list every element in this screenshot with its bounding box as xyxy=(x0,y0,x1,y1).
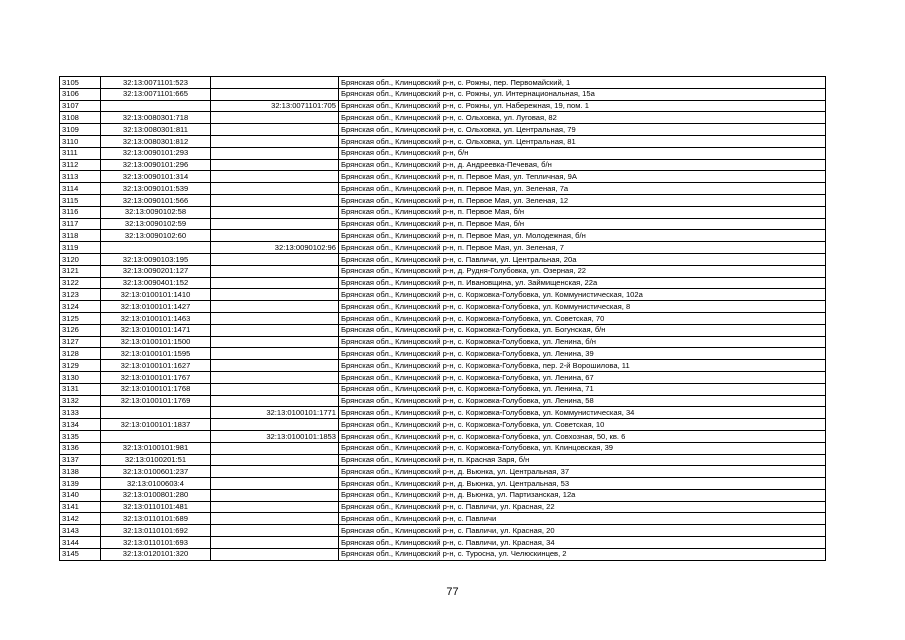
address-cell: Брянская обл., Клинцовский р-н, с. Коржовка-Голубовка, ул. Коммунистическая, 8 xyxy=(339,301,826,313)
table-row xyxy=(60,242,826,254)
table-row xyxy=(60,407,826,419)
row-number-cell: 3127 xyxy=(60,336,101,348)
row-number-cell: 3110 xyxy=(60,135,101,147)
cadastral-number-alt-cell xyxy=(211,77,339,89)
address-cell: Брянская обл., Клинцовский р-н, д. Рудня-Голубовка, ул. Озерная, 22 xyxy=(339,265,826,277)
row-number-cell: 3106 xyxy=(60,88,101,100)
address-cell: Брянская обл., Клинцовский р-н, п. Первое Мая, ул. Зеленая, 7 xyxy=(339,242,826,254)
table-row xyxy=(60,537,826,549)
cadastral-number-cell: 32:13:0110101:689 xyxy=(101,513,211,525)
row-number-cell: 3112 xyxy=(60,159,101,171)
table-row xyxy=(60,265,826,277)
cadastral-number-alt-cell xyxy=(211,230,339,242)
row-number-cell: 3139 xyxy=(60,478,101,490)
cadastral-number-cell: 32:13:0100101:1471 xyxy=(101,324,211,336)
cadastral-number-cell: 32:13:0110101:693 xyxy=(101,537,211,549)
cadastral-number-alt-cell: 32:13:0100101:1853 xyxy=(211,430,339,442)
cadastral-number-alt-cell xyxy=(211,171,339,183)
table-row xyxy=(60,525,826,537)
cadastral-number-alt-cell xyxy=(211,478,339,490)
address-cell: Брянская обл., Клинцовский р-н, п. Первое Мая, ул. Молодежная, б/н xyxy=(339,230,826,242)
row-number-cell: 3143 xyxy=(60,525,101,537)
address-cell: Брянская обл., Клинцовский р-н, с. Коржовка-Голубовка, ул. Коммунистическая, 102а xyxy=(339,289,826,301)
cadastral-number-cell: 32:13:0100801:280 xyxy=(101,489,211,501)
cadastral-number-alt-cell xyxy=(211,183,339,195)
cadastral-number-cell: 32:13:0100201:51 xyxy=(101,454,211,466)
cadastral-number-cell xyxy=(101,100,211,112)
table-row xyxy=(60,513,826,525)
cadastral-number-alt-cell xyxy=(211,324,339,336)
address-cell: Брянская обл., Клинцовский р-н, с. Туросна, ул. Челюскинцев, 2 xyxy=(339,548,826,560)
table-row xyxy=(60,466,826,478)
table-row xyxy=(60,289,826,301)
table-row xyxy=(60,430,826,442)
cadastral-number-alt-cell xyxy=(211,548,339,560)
cadastral-number-alt-cell xyxy=(211,360,339,372)
table-row xyxy=(60,88,826,100)
row-number-cell: 3142 xyxy=(60,513,101,525)
cadastral-number-alt-cell xyxy=(211,88,339,100)
cadastral-number-cell: 32:13:0090102:59 xyxy=(101,218,211,230)
address-cell: Брянская обл., Клинцовский р-н, с. Коржовка-Голубовка, ул. Советская, 70 xyxy=(339,312,826,324)
table-row xyxy=(60,324,826,336)
cadastral-number-alt-cell xyxy=(211,371,339,383)
cadastral-number-alt-cell xyxy=(211,112,339,124)
cadastral-number-alt-cell xyxy=(211,301,339,313)
address-cell: Брянская обл., Клинцовский р-н, с. Коржовка-Голубовка, ул. Ленина, 58 xyxy=(339,395,826,407)
table-row xyxy=(60,194,826,206)
address-cell: Брянская обл., Клинцовский р-н, п. Ивановщина, ул. Займищенская, 22а xyxy=(339,277,826,289)
row-number-cell: 3116 xyxy=(60,206,101,218)
table-row xyxy=(60,312,826,324)
row-number-cell: 3123 xyxy=(60,289,101,301)
address-cell: Брянская обл., Клинцовский р-н, п. Первое Мая, ул. Зеленая, 12 xyxy=(339,194,826,206)
cadastral-number-alt-cell xyxy=(211,135,339,147)
table-row xyxy=(60,360,826,372)
row-number-cell: 3117 xyxy=(60,218,101,230)
cadastral-number-alt-cell xyxy=(211,277,339,289)
row-number-cell: 3144 xyxy=(60,537,101,549)
address-cell: Брянская обл., Клинцовский р-н, с. Коржовка-Голубовка, ул. Советская, 10 xyxy=(339,419,826,431)
row-number-cell: 3124 xyxy=(60,301,101,313)
cadastral-number-cell xyxy=(101,407,211,419)
address-cell: Брянская обл., Клинцовский р-н, с. Коржовка-Голубовка, ул. Ленина, б/н xyxy=(339,336,826,348)
cadastral-number-cell: 32:13:0071101:665 xyxy=(101,88,211,100)
address-cell: Брянская обл., Клинцовский р-н, с. Павличи, ул. Центральная, 20а xyxy=(339,253,826,265)
row-number-cell: 3118 xyxy=(60,230,101,242)
row-number-cell: 3137 xyxy=(60,454,101,466)
row-number-cell: 3126 xyxy=(60,324,101,336)
address-cell: Брянская обл., Клинцовский р-н, с. Ольховка, ул. Центральная, 79 xyxy=(339,124,826,136)
row-number-cell: 3108 xyxy=(60,112,101,124)
table-row xyxy=(60,395,826,407)
cadastral-number-cell: 32:13:0100101:1837 xyxy=(101,419,211,431)
address-cell: Брянская обл., Клинцовский р-н, б/н xyxy=(339,147,826,159)
address-cell: Брянская обл., Клинцовский р-н, с. Коржовка-Голубовка, ул. Ленина, 39 xyxy=(339,348,826,360)
table-row xyxy=(60,171,826,183)
cadastral-number-alt-cell xyxy=(211,537,339,549)
row-number-cell: 3141 xyxy=(60,501,101,513)
cadastral-number-alt-cell xyxy=(211,395,339,407)
row-number-cell: 3134 xyxy=(60,419,101,431)
cadastral-number-cell: 32:13:0071101:523 xyxy=(101,77,211,89)
cadastral-number-alt-cell: 32:13:0071101:705 xyxy=(211,100,339,112)
address-cell: Брянская обл., Клинцовский р-н, с. Павличи, ул. Красная, 20 xyxy=(339,525,826,537)
table-row xyxy=(60,371,826,383)
cadastral-number-cell: 32:13:0100101:1410 xyxy=(101,289,211,301)
table-row xyxy=(60,206,826,218)
table-row xyxy=(60,124,826,136)
cadastral-number-alt-cell xyxy=(211,206,339,218)
address-cell: Брянская обл., Клинцовский р-н, д. Вьюнка, ул. Партизанская, 12а xyxy=(339,489,826,501)
table-row xyxy=(60,112,826,124)
address-cell: Брянская обл., Клинцовский р-н, с. Ольховка, ул. Центральная, 81 xyxy=(339,135,826,147)
cadastral-number-cell: 32:13:0090103:195 xyxy=(101,253,211,265)
address-cell: Брянская обл., Клинцовский р-н, п. Красная Заря, б/н xyxy=(339,454,826,466)
row-number-cell: 3135 xyxy=(60,430,101,442)
cadastral-number-alt-cell xyxy=(211,265,339,277)
address-cell: Брянская обл., Клинцовский р-н, с. Коржовка-Голубовка, ул. Ленина, 67 xyxy=(339,371,826,383)
table-row xyxy=(60,159,826,171)
row-number-cell: 3131 xyxy=(60,383,101,395)
address-cell: Брянская обл., Клинцовский р-н, д. Вьюнка, ул. Центральная, 37 xyxy=(339,466,826,478)
row-number-cell: 3130 xyxy=(60,371,101,383)
cadastral-number-alt-cell: 32:13:0100101:1771 xyxy=(211,407,339,419)
cadastral-number-cell: 32:13:0080301:812 xyxy=(101,135,211,147)
page-number: 77 xyxy=(446,586,459,598)
row-number-cell: 3140 xyxy=(60,489,101,501)
row-number-cell: 3122 xyxy=(60,277,101,289)
cadastral-number-cell: 32:13:0090101:296 xyxy=(101,159,211,171)
registry-table-body xyxy=(60,77,826,561)
row-number-cell: 3107 xyxy=(60,100,101,112)
address-cell: Брянская обл., Клинцовский р-н, с. Павличи, ул. Красная, 22 xyxy=(339,501,826,513)
cadastral-number-cell: 32:13:0110101:692 xyxy=(101,525,211,537)
cadastral-number-alt-cell xyxy=(211,454,339,466)
table-row xyxy=(60,183,826,195)
cadastral-number-cell: 32:13:0090102:58 xyxy=(101,206,211,218)
cadastral-number-cell: 32:13:0100101:981 xyxy=(101,442,211,454)
table-row xyxy=(60,548,826,560)
row-number-cell: 3129 xyxy=(60,360,101,372)
table-row xyxy=(60,442,826,454)
cadastral-number-alt-cell xyxy=(211,348,339,360)
row-number-cell: 3115 xyxy=(60,194,101,206)
row-number-cell: 3138 xyxy=(60,466,101,478)
address-cell: Брянская обл., Клинцовский р-н, д. Андреевка-Печевая, б/н xyxy=(339,159,826,171)
cadastral-number-alt-cell xyxy=(211,383,339,395)
address-cell: Брянская обл., Клинцовский р-н, с. Коржовка-Голубовка, ул. Богунская, б/н xyxy=(339,324,826,336)
table-row xyxy=(60,253,826,265)
cadastral-number-cell: 32:13:0090101:314 xyxy=(101,171,211,183)
table-row xyxy=(60,277,826,289)
row-number-cell: 3132 xyxy=(60,395,101,407)
cadastral-number-cell: 32:13:0080301:718 xyxy=(101,112,211,124)
cadastral-number-cell: 32:13:0090102:60 xyxy=(101,230,211,242)
address-cell: Брянская обл., Клинцовский р-н, с. Коржовка-Голубовка, ул. Коммунистическая, 34 xyxy=(339,407,826,419)
cadastral-number-cell: 32:13:0100101:1595 xyxy=(101,348,211,360)
cadastral-number-alt-cell xyxy=(211,124,339,136)
row-number-cell: 3145 xyxy=(60,548,101,560)
cadastral-number-cell: 32:13:0100101:1768 xyxy=(101,383,211,395)
address-cell: Брянская обл., Клинцовский р-н, п. Первое Мая, ул. Тепличная, 9А xyxy=(339,171,826,183)
address-cell: Брянская обл., Клинцовский р-н, п. Первое Мая, б/н xyxy=(339,206,826,218)
row-number-cell: 3119 xyxy=(60,242,101,254)
cadastral-number-alt-cell xyxy=(211,289,339,301)
row-number-cell: 3128 xyxy=(60,348,101,360)
row-number-cell: 3113 xyxy=(60,171,101,183)
address-cell: Брянская обл., Клинцовский р-н, с. Коржовка-Голубовка, ул. Клинцовская, 39 xyxy=(339,442,826,454)
table-row xyxy=(60,77,826,89)
row-number-cell: 3125 xyxy=(60,312,101,324)
table-row xyxy=(60,383,826,395)
cadastral-number-cell: 32:13:0100601:237 xyxy=(101,466,211,478)
cadastral-number-alt-cell xyxy=(211,525,339,537)
cadastral-number-alt-cell xyxy=(211,253,339,265)
cadastral-number-alt-cell xyxy=(211,218,339,230)
cadastral-number-cell xyxy=(101,430,211,442)
row-number-cell: 3120 xyxy=(60,253,101,265)
cadastral-number-cell: 32:13:0120101:320 xyxy=(101,548,211,560)
cadastral-number-alt-cell xyxy=(211,501,339,513)
cadastral-number-cell: 32:13:0100101:1427 xyxy=(101,301,211,313)
cadastral-number-cell: 32:13:0090201:127 xyxy=(101,265,211,277)
cadastral-number-cell: 32:13:0090101:566 xyxy=(101,194,211,206)
cadastral-number-cell: 32:13:0090101:539 xyxy=(101,183,211,195)
table-row xyxy=(60,147,826,159)
row-number-cell: 3114 xyxy=(60,183,101,195)
cadastral-number-alt-cell xyxy=(211,419,339,431)
cadastral-number-cell: 32:13:0080301:811 xyxy=(101,124,211,136)
table-row xyxy=(60,348,826,360)
table-row xyxy=(60,419,826,431)
address-cell: Брянская обл., Клинцовский р-н, с. Павличи, ул. Красная, 34 xyxy=(339,537,826,549)
cadastral-number-cell: 32:13:0100101:1500 xyxy=(101,336,211,348)
cadastral-number-alt-cell xyxy=(211,194,339,206)
cadastral-number-alt-cell xyxy=(211,336,339,348)
cadastral-number-cell xyxy=(101,242,211,254)
cadastral-number-alt-cell xyxy=(211,147,339,159)
table-row xyxy=(60,218,826,230)
table-row xyxy=(60,230,826,242)
cadastral-number-alt-cell xyxy=(211,312,339,324)
row-number-cell: 3121 xyxy=(60,265,101,277)
table-row xyxy=(60,336,826,348)
cadastral-number-alt-cell xyxy=(211,442,339,454)
address-cell: Брянская обл., Клинцовский р-н, д. Вьюнка, ул. Центральная, 53 xyxy=(339,478,826,490)
table-row xyxy=(60,301,826,313)
table-row xyxy=(60,454,826,466)
cadastral-number-alt-cell xyxy=(211,489,339,501)
cadastral-number-cell: 32:13:0090101:293 xyxy=(101,147,211,159)
address-cell: Брянская обл., Клинцовский р-н, с. Коржовка-Голубовка, ул. Ленина, 71 xyxy=(339,383,826,395)
cadastral-number-cell: 32:13:0100101:1463 xyxy=(101,312,211,324)
cadastral-number-cell: 32:13:0100101:1769 xyxy=(101,395,211,407)
cadastral-number-alt-cell xyxy=(211,159,339,171)
row-number-cell: 3136 xyxy=(60,442,101,454)
cadastral-number-alt-cell xyxy=(211,466,339,478)
address-cell: Брянская обл., Клинцовский р-н, п. Первое Мая, б/н xyxy=(339,218,826,230)
table-row xyxy=(60,489,826,501)
row-number-cell: 3105 xyxy=(60,77,101,89)
cadastral-number-cell: 32:13:0090401:152 xyxy=(101,277,211,289)
table-row xyxy=(60,135,826,147)
row-number-cell: 3109 xyxy=(60,124,101,136)
row-number-cell: 3111 xyxy=(60,147,101,159)
address-cell: Брянская обл., Клинцовский р-н, с. Рожны, ул. Интернациональная, 15а xyxy=(339,88,826,100)
cadastral-number-cell: 32:13:0100101:1767 xyxy=(101,371,211,383)
cadastral-number-cell: 32:13:0100101:1627 xyxy=(101,360,211,372)
address-cell: Брянская обл., Клинцовский р-н, с. Павличи xyxy=(339,513,826,525)
cadastral-number-cell: 32:13:0110101:481 xyxy=(101,501,211,513)
row-number-cell: 3133 xyxy=(60,407,101,419)
address-cell: Брянская обл., Клинцовский р-н, с. Рожны, пер. Первомайский, 1 xyxy=(339,77,826,89)
address-cell: Брянская обл., Клинцовский р-н, с. Коржовка-Голубовка, ул. Совхозная, 50, кв. 6 xyxy=(339,430,826,442)
cadastral-number-cell: 32:13:0100603:4 xyxy=(101,478,211,490)
table-row xyxy=(60,100,826,112)
table-row xyxy=(60,501,826,513)
address-cell: Брянская обл., Клинцовский р-н, с. Рожны, ул. Набережная, 19, пом. 1 xyxy=(339,100,826,112)
cadastral-number-alt-cell: 32:13:0090102:96 xyxy=(211,242,339,254)
address-cell: Брянская обл., Клинцовский р-н, с. Коржовка-Голубовка, пер. 2-й Ворошилова, 11 xyxy=(339,360,826,372)
property-registry-table xyxy=(59,76,826,561)
cadastral-number-alt-cell xyxy=(211,513,339,525)
table-row xyxy=(60,478,826,490)
address-cell: Брянская обл., Клинцовский р-н, п. Первое Мая, ул. Зеленая, 7а xyxy=(339,183,826,195)
address-cell: Брянская обл., Клинцовский р-н, с. Ольховка, ул. Луговая, 82 xyxy=(339,112,826,124)
